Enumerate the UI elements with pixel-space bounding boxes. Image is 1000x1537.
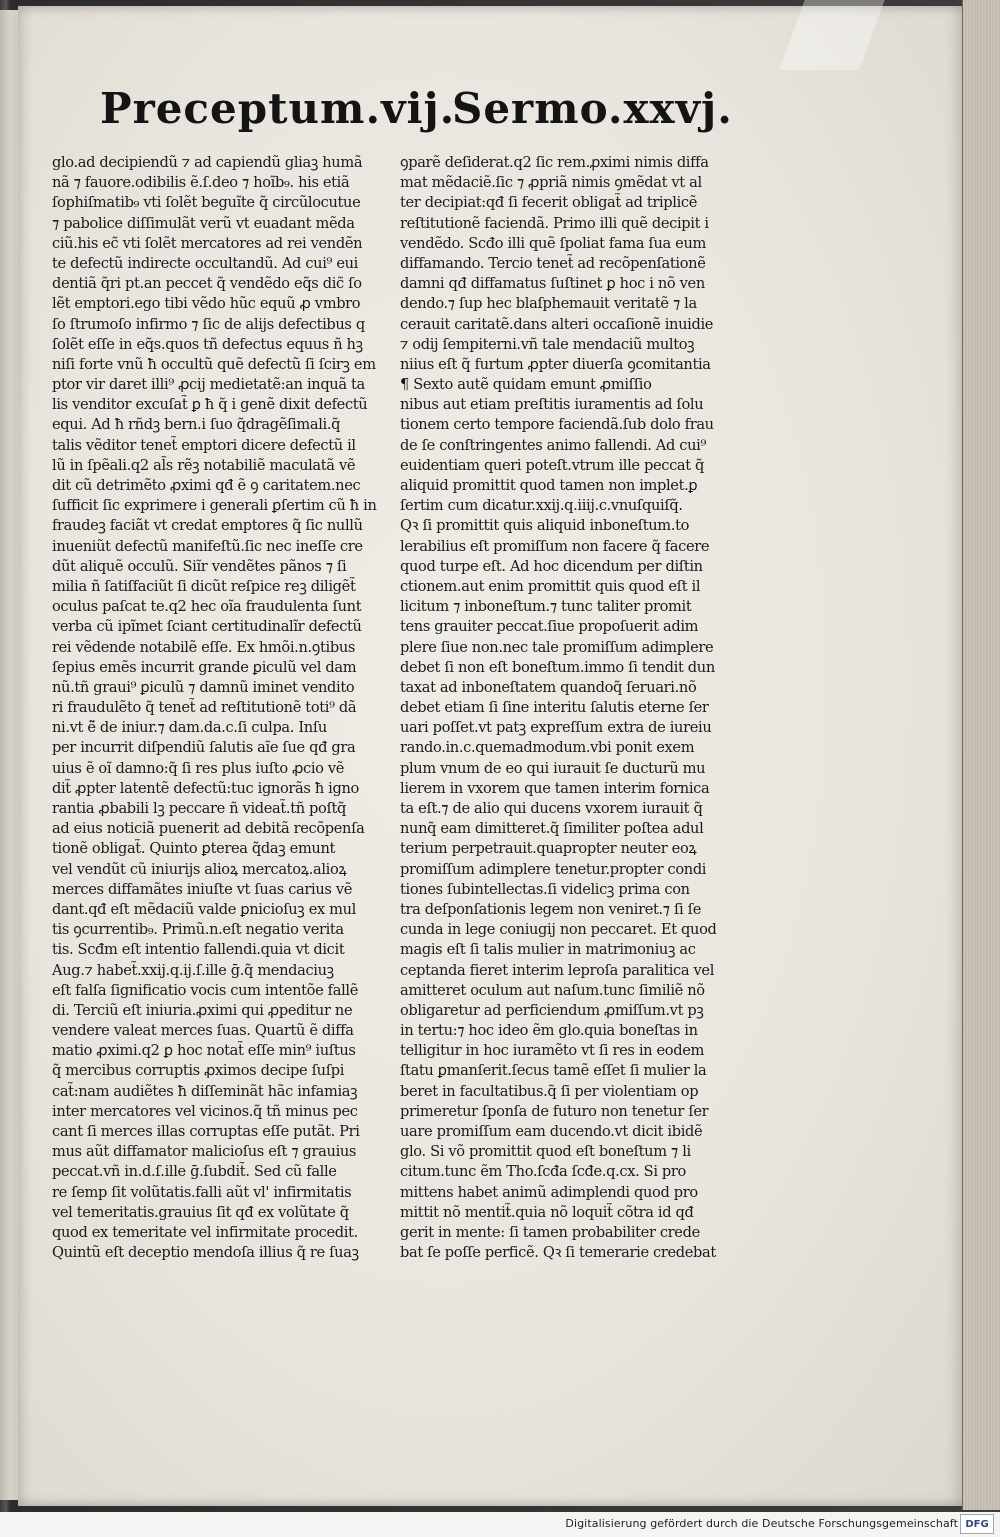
text-line: dentiã q̃ri pt.an peccet q̃ vendẽdo eq̃s dic̃ ſo: [52, 275, 362, 293]
text-line: equi. Ad ħ rñdꝫ bern.i ſuo q̃dragẽſimali.q̃: [52, 416, 341, 434]
text-line: fraudeꝫ faciãt vt credat emptores q̃ ſic nullũ: [52, 517, 363, 535]
text-line: nunq̃ eam dimitteret.q̃ ſimiliter poſtea adul: [400, 820, 704, 838]
text-line: ſolẽt eſſe in eq̃s.quos tñ defectus equus ñ hꝫ: [52, 335, 363, 353]
text-line: matio ꝓximi.q2 ꝑ hoc notat̃ eſſe min⁹ iuſtus: [52, 1042, 356, 1060]
footer-credit: Digitalisierung gefördert durch die Deutsche Forschungsgemeinschaft: [565, 1517, 958, 1530]
text-line: debet etiam ſi ſine interitu ſalutis eterne ſer: [400, 699, 709, 717]
text-line: mittens habet animũ adimplendi quod pro: [400, 1183, 698, 1201]
text-line: mus aũt diffamator malicioſus eſt ⁊ grauius: [52, 1143, 357, 1161]
text-line: lẽt emptori.ego tibi vẽdo hũc equũ ꝓ vmbro: [52, 295, 361, 313]
text-column-right: [400, 153, 745, 1263]
text-line: mittit nõ mentit̃.quia nõ loquit̃ cõtra id qđ: [400, 1203, 694, 1221]
text-line: Quintũ eſt deceptio mendoſa illius q̃ re ſuaꝫ: [52, 1244, 359, 1262]
text-line: de ſe conſtringentes animo fallendi. Ad cui⁹: [400, 436, 706, 454]
text-line: talis vẽditor tenet̃ emptori dicere defectũ il: [52, 436, 356, 454]
text-line: aliquid promittit quod tamen non implet.ꝑ: [400, 477, 698, 494]
page-stack-edge: [962, 0, 1000, 1510]
text-line: debet ſi non eſt boneſtum.immo ſi tendit dun: [400, 658, 715, 676]
text-line: ta eſt.⁊ de alio qui ducens vxorem iurauit q̃: [400, 800, 703, 817]
text-column-left: [52, 153, 382, 1263]
text-line: dũt aliquẽ occulũ. Siĩr vendẽtes pãnos ⁊ ſi: [52, 557, 347, 575]
dfg-logo: DFG: [960, 1514, 994, 1534]
text-line: lerabilius eſt promiſſum non facere q̃ facere: [400, 537, 710, 555]
text-line: vendere valeat merces ſuas. Quartũ ẽ diffa: [52, 1022, 354, 1040]
text-line: glo.ad decipiendũ ⁊ ad capiendũ gliaꝫ humã: [52, 154, 363, 171]
text-line: peccat.vñ in.d.ſ.ille ḡ.ſubdit̃. Sed cũ falle: [52, 1163, 337, 1181]
text-line: ter decipiat:qđ ſi fecerit obligat̃ ad triplicẽ: [400, 194, 698, 212]
text-line: lis venditor excuſat̃ ꝑ ħ q̃ i genẽ dixit defectũ: [52, 396, 368, 414]
text-line: verba cũ ipĩmet ſciant certitudinalĩr defectũ: [52, 618, 362, 636]
text-line: diffamando. Tercio tenet̃ ad recõpenſationẽ: [400, 254, 706, 272]
text-line: terium perpetrauit.quapropter neuter eoꝝ: [400, 840, 697, 858]
text-line: ceptanda fieret interim leproſa paralitica vel: [400, 961, 715, 979]
text-line: cant ſi merces illas corruptas eſſe putãt. Pri: [52, 1123, 360, 1140]
text-line: plere ſiue non.nec tale promiſſum adimplere: [400, 638, 714, 656]
text-line: euidentiam queri poteſt.vtrum ille peccat q̃: [400, 456, 705, 474]
text-line: damni qđ diffamatus ſuſtinet ꝑ hoc i nõ ven: [400, 275, 705, 293]
text-line: Qꝛ ſi promittit quis aliquid inboneſtum.to: [400, 517, 690, 535]
text-line: cerauit caritatẽ.dans alteri occaſionẽ inuidie: [400, 315, 714, 333]
text-line: plum vnum de eo qui iurauit ſe ducturũ mu: [400, 759, 706, 777]
text-line: tionẽ obligat̃. Quinto ꝑterea q̃daꝫ emunt: [52, 840, 336, 858]
text-line: dit̃ ꝓpter latentẽ defectũ:tuc ignorãs ħ igno: [52, 779, 359, 797]
text-line: ſo ſtrumoſo infirmo ⁊ ſic de alijs defectibus q: [52, 315, 365, 333]
text-line: ri fraudulẽto q̃ tenet̃ ad reſtitutionẽ toti⁹ dã: [52, 699, 357, 717]
text-line: ⁊ odij ſempiterni.vñ tale mendaciũ multoꝫ: [400, 335, 695, 353]
text-line: niius eſt q̃ furtum ꝓpter diuerſa ꝯcomitantia: [400, 355, 711, 373]
text-line: magis eſt ſi talis mulier in matrimoniuꝫ ac: [400, 941, 696, 959]
text-line: citum.tunc ẽm Tho.ſcđa ſcđe.q.cx. Si pro: [400, 1163, 686, 1181]
text-line: ptor vir daret illi⁹ ꝓcij medietatẽ:an inquã ta: [52, 376, 365, 394]
text-line: tis. Scđm eſt intentio fallendi.quia vt dicit: [52, 941, 345, 959]
text-line: cat̃:nam audiẽtes ħ diſſeminãt hãc infamiaꝫ: [52, 1082, 358, 1100]
running-header-left: Preceptum.vij.: [100, 84, 456, 133]
text-line: licitum ⁊ inboneſtum.⁊ tunc taliter promit: [400, 598, 692, 616]
text-line: dit cũ detrimẽto ꝓximi qđ ẽ ꝯ caritatem.nec: [52, 477, 361, 494]
text-line: tens grauiter peccat.ſiue propoſuerit adim: [400, 618, 699, 636]
text-line: dendo.⁊ ſup hec blaſphemauit veritatẽ ⁊ la: [400, 295, 697, 313]
text-line: ſtatu ꝑmanſerit.ſecus tamẽ eſſet ſi mulier la: [400, 1062, 707, 1080]
running-header-right: Sermo.xxvj.: [452, 84, 733, 133]
text-line: tis ꝯcurrentib₉. Primũ.n.eſt negatio verita: [52, 921, 344, 939]
text-line: Aug.⁊ habet̃.xxij.q.ij.ſ.ille ḡ.q̃ mendaciuꝫ: [52, 961, 334, 979]
text-line: rantia ꝓbabili lꝫ peccare ñ videat̃.tñ poſtq̃: [52, 800, 347, 817]
text-line: ad eius noticiã puenerit ad debitã recõpenſa: [52, 820, 365, 838]
text-line: ni.vt ẽ̃ de iniur.⁊ dam.da.c.ſi culpa. Inſu: [52, 719, 327, 737]
text-line: inter mercatores vel vicinos.q̃ tñ minus pec: [52, 1102, 358, 1120]
text-line: mat mẽdaciẽ.ſic ⁊ ꝓpriã nimis ꝯmẽdat vt al: [400, 174, 702, 192]
text-line: amitteret oculum aut naſum.tunc ſimiliẽ nõ: [400, 981, 705, 999]
text-line: di. Terciũ eſt iniuria.ꝓximi qui ꝓpeditur ne: [52, 1001, 353, 1019]
text-line: uari poſſet.vt patꝫ expreſſum extra de iureiu: [400, 719, 712, 737]
text-line: ciũ.his ec̃ vti ſolẽt mercatores ad rei vendẽn: [52, 234, 363, 252]
text-line: ctionem.aut enim promittit quis quod eſt il: [400, 577, 701, 595]
text-line: promiſſum adimplere tenetur.propter condi: [400, 860, 707, 878]
text-line: bat ſe poſſe perficẽ. Qꝛ ſi temerarie credebat: [400, 1244, 716, 1262]
text-line: eſt falſa ſignificatio vocis cum intentõe fallẽ: [52, 981, 358, 999]
text-line: ſophiſmatib₉ vti ſolẽt beguĩte q̃ circũlocutue: [52, 194, 361, 212]
text-line: ſertim cum dicatur.xxij.q.iiij.c.vnuſquiſq̃.: [400, 497, 683, 515]
text-line: vel temeritatis.grauius ſit qđ ex volũtate q̃: [52, 1203, 349, 1221]
text-line: merces diffamãtes iniuſte vt ſuas carius vẽ: [52, 880, 352, 898]
text-line: uare promiſſum eam ducendo.vt dicit ibidẽ: [400, 1123, 703, 1140]
text-line: q̃ mercibus corruptis ꝓximos decipe ſuſpi: [52, 1062, 345, 1080]
text-line: lierem in vxorem que tamen interim fornica: [400, 779, 710, 797]
text-line: re ſemp ſit volũtatis.falli aũt vl' infirmitatis: [52, 1183, 352, 1201]
text-line: ⁊ pabolice diſſimulãt verũ vt euadant mẽda: [52, 214, 355, 232]
text-line: in tertu:⁊ hoc ideo ẽm glo.quia boneſtas in: [400, 1022, 698, 1040]
text-line: uius ẽ oĩ damno:q̃ ſi res plus iuſto ꝓcio vẽ: [52, 759, 345, 777]
text-line: taxat ad inboneſtatem quandoq̃ ſeruari.nõ: [400, 678, 697, 696]
text-line: ſufficit ſic exprimere i generali ꝑſertim cũ ħ in: [52, 497, 377, 515]
text-line: beret in facultatibus.q̃ ſi per violentiam op: [400, 1082, 699, 1100]
text-line: reſtitutionẽ faciendã. Primo illi quẽ decipit i: [400, 214, 709, 232]
text-line: niſi forte vnũ ħ occultũ quẽ defectũ ſi ſcirꝫ em: [52, 355, 376, 373]
text-line: nibus aut etiam preſtitis iuramentis ad ſolu: [400, 396, 704, 414]
text-line: dant.qđ eſt mẽdaciũ valde ꝑnicioſuꝫ ex mul: [52, 900, 357, 918]
text-line: vel vendũt cũ iniurijs alioꝝ mercatoꝝ.alioꝝ: [52, 860, 347, 878]
text-line: primeretur ſponſa de futuro non tenetur ſer: [400, 1102, 709, 1120]
text-line: cunda in lege coniugij non peccaret. Et quod: [400, 921, 717, 939]
text-line: ꝯparẽ deſiderat.q2 ſic rem.ꝓximi nimis diffa: [400, 154, 709, 171]
text-line: oculus paſcat te.q2 hec oĩa fraudulenta ſunt: [52, 598, 362, 616]
text-line: tionem certo tempore faciendã.ſub dolo frau: [400, 416, 714, 434]
text-line: glo. Si võ promittit quod eſt boneſtum ⁊ li: [400, 1143, 691, 1161]
text-line: nũ.tñ graui⁹ ꝑiculũ ⁊ damnũ iminet vendito: [52, 678, 355, 696]
text-line: gerit in mente: ſi tamen probabiliter crede: [400, 1223, 700, 1241]
text-line: tra deſponſationis legem non veniret.⁊ ſi ſe: [400, 900, 701, 918]
text-line: rando.in.c.quemadmodum.vbi ponit exem: [400, 739, 695, 757]
text-line: quod turpe eſt. Ad hoc dicendum per diſtin: [400, 557, 703, 575]
text-line: quod ex temeritate vel infirmitate procedit.: [52, 1223, 358, 1241]
text-line: ¶ Sexto autẽ quidam emunt ꝓmiſſio: [400, 376, 652, 394]
text-line: lũ in ſpẽali.q2 al̃s rẽꝫ notabiliẽ maculatã vẽ: [52, 456, 356, 474]
text-line: per incurrit diſpendiũ ſalutis aĩe ſue qđ gra: [52, 739, 356, 757]
text-line: te defectũ indirecte occultandũ. Ad cui⁹ eui: [52, 254, 358, 272]
text-line: telligitur in hoc iuramẽto vt ſi res in eodem: [400, 1042, 704, 1060]
text-line: nã ⁊ fauore.odibilis ẽ.ſ.deo ⁊ hoĩb₉. his etiã: [52, 174, 350, 192]
text-line: tiones ſubintellectas.ſi videlicꝫ prima con: [400, 880, 690, 898]
text-line: milia ñ ſatiſfaciũt ſi dicũt reſpice reꝫ diligẽt̃: [52, 577, 356, 595]
text-line: inueniũt defectũ manifeſtũ.ſic nec ineſſe cre: [52, 537, 363, 555]
text-line: rei vẽdende notabilẽ eſſe. Ex hmõi.n.ꝯtibus: [52, 638, 356, 656]
text-line: ſepius emẽs incurrit grande ꝑiculũ vel dam: [52, 658, 357, 676]
text-line: obligaretur ad perficiendum ꝓmiſſum.vt pꝫ: [400, 1001, 704, 1019]
text-line: vendẽdo. Scđo illi quẽ ſpoliat fama ſua eum: [400, 234, 706, 252]
